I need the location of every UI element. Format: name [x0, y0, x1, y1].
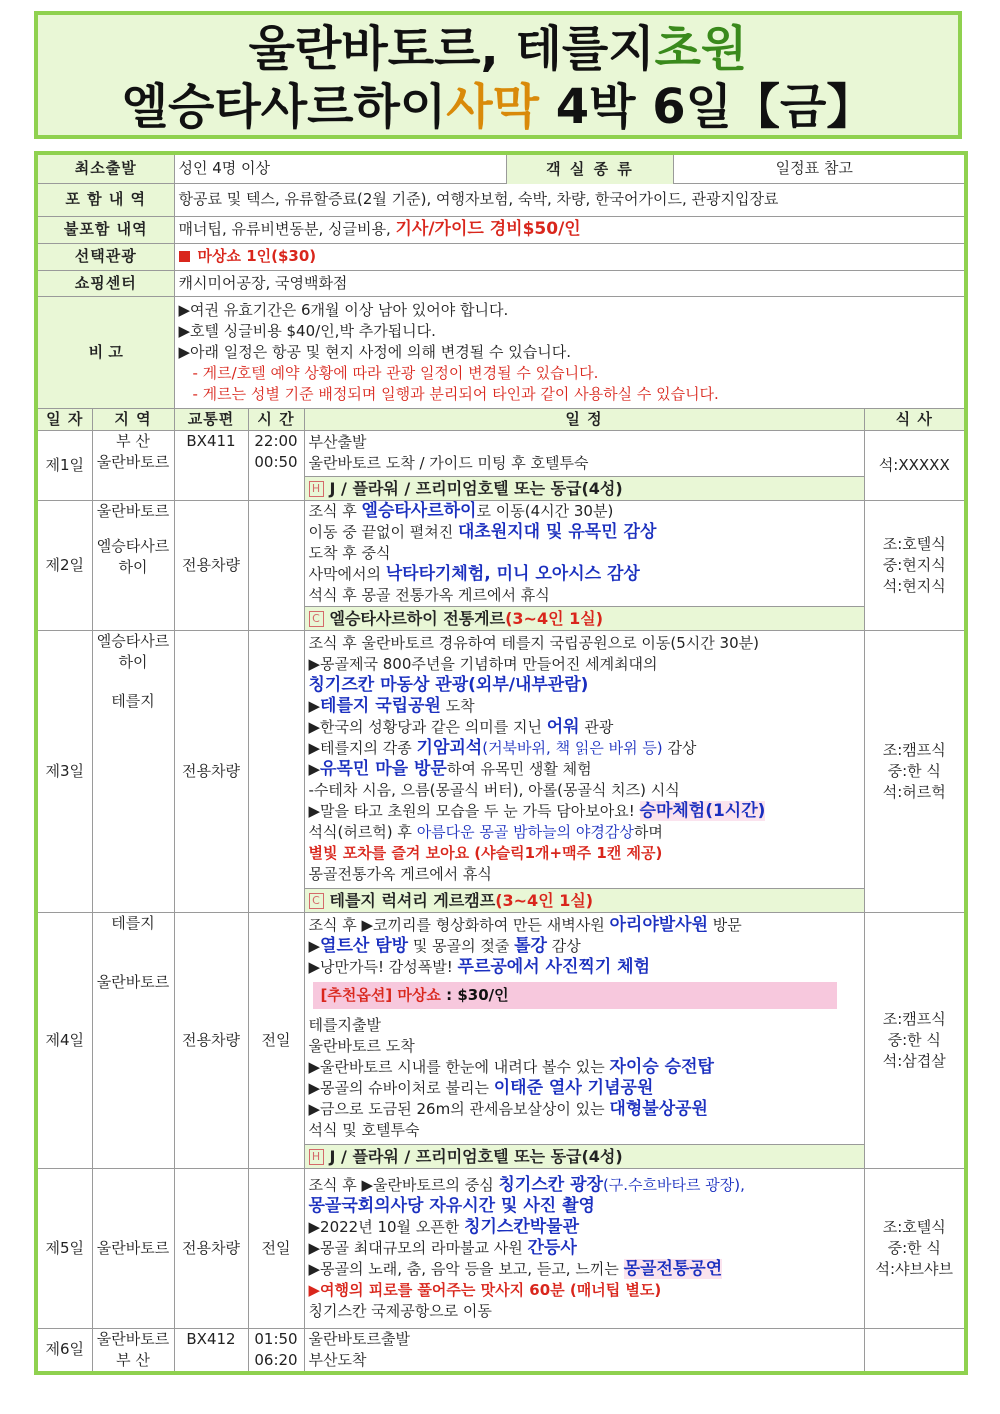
info-row-min	[36, 153, 966, 183]
time-cell: 01:50 06:20	[248, 1328, 304, 1373]
col-header-time: 시 간	[248, 408, 304, 430]
camp-icon: C	[309, 893, 324, 909]
room-type-label: 객 실 종 류	[506, 155, 674, 184]
transport-cell: 전용차량	[174, 1168, 248, 1328]
min-departure-value: 성인 4명 이상	[174, 153, 576, 183]
hotel-icon: H	[309, 1149, 324, 1165]
region-cell: 엘승타사르 하이 테를지	[92, 630, 174, 912]
title-text: 엘승타사르하이	[121, 79, 447, 135]
info-row-option	[36, 243, 966, 270]
note-item-warning: - 게르는 성별 기준 배정되며 일행과 분리되어 타인과 같이 사용하실 수 있습니다.	[192, 384, 719, 403]
title-line-1	[38, 20, 958, 78]
time-cell	[248, 630, 304, 912]
info-row-shopping	[36, 270, 966, 296]
day-row-2	[36, 500, 966, 606]
note-item-warning: - 게르/호텔 예약 상황에 따라 관광 일정이 변경될 수 있습니다.	[192, 363, 599, 382]
meal-cell: 석:XXXXX	[864, 430, 966, 500]
hotel-icon: H	[309, 481, 324, 497]
itinerary-table	[34, 151, 968, 1375]
title-duration: 4박 6일【금】	[539, 79, 875, 135]
col-header-meal: 식 사	[864, 408, 966, 430]
region-cell: 울란바토르 엘승타사르 하이	[92, 500, 174, 630]
schedule-cell: 부산출발 울란바토르 도착 / 가이드 미팅 후 호텔투숙	[304, 430, 864, 476]
included-label: 포 함 내 역	[36, 183, 174, 216]
col-header-day: 일 자	[36, 408, 92, 430]
schedule-header-row	[36, 408, 966, 430]
accommodation: C 엘승타사르하이 전통게르(3~4인 1실)	[304, 606, 864, 630]
transport-cell: 전용차량	[174, 500, 248, 630]
day-row-3	[36, 630, 966, 888]
title-highlight-grassland: 초원	[654, 21, 748, 77]
region-cell: 울란바토르	[92, 1168, 174, 1328]
included-value: 항공료 및 텍스, 유류할증료(2월 기준), 여행자보험, 숙박, 차량, 한국어가이드, 관광지입장료	[174, 183, 966, 216]
meal-cell	[864, 1328, 966, 1373]
region-cell: 테를지 울란바토르	[92, 912, 174, 1168]
title-banner	[34, 11, 962, 139]
notes-label: 비 고	[36, 296, 174, 408]
schedule-cell: 울란바토르출발 부산도착	[304, 1328, 864, 1373]
day-label: 제4일	[36, 912, 92, 1168]
day-label: 제3일	[36, 630, 92, 912]
transport-cell: 전용차량	[174, 912, 248, 1168]
schedule-cell: 조식 후 울란바토르 경유하여 테를지 국립공원으로 이동(5시간 30분) ▶몽골제국 800주년을 기념하며 만들어진 세계최대의 칭기즈칸 마동상 관광(외부/내부관람) ▶테를지 국립공원 도착 ▶한국의 성황당과 같은 의미를 지닌 어워 관광 ▶테를지의 각종 기암괴석(거북바위, 책 읽은 바위 등) 감상 ▶유목민 마을 방문하여 유목민 생활 체험 -수테차 시음, 으름(몽골식 버터), 아롤(몽골식 치즈) 시식 ▶말을 타고 초원의 모습을 두 눈 가득 담아보아요! 승마체험(1시간) 석식(허르헉) 후 아름다운 몽골 밤하늘의 야경감상하며 별빛 포차를 즐겨 보아요 (샤슬릭1개+맥주 1캔 제공) 몽골전통가옥 게르에서 휴식	[304, 630, 864, 888]
shopping-label: 쇼핑센터	[36, 270, 174, 296]
day-row-6	[36, 1328, 966, 1373]
min-departure-label: 최소출발	[36, 153, 174, 183]
guide-fee: 기사/가이드 경비$50/인	[395, 219, 581, 239]
note-item: ▶호텔 싱글비용 $40/인,박 추가됩니다.	[178, 321, 436, 340]
room-type-value: 일정표 참고	[664, 153, 966, 183]
shopping-value: 캐시미어공장, 국영백화점	[174, 270, 966, 296]
day-label: 제5일	[36, 1168, 92, 1328]
meal-cell: 조:캠프식 중:한 식 석:허르헉	[864, 630, 966, 912]
note-item: ▶여권 유효기간은 6개월 이상 남아 있어야 합니다.	[178, 300, 509, 319]
region-cell: 울란바토르 부 산	[92, 1328, 174, 1373]
note-item: ▶아래 일정은 항공 및 현지 사정에 의해 변경될 수 있습니다.	[178, 342, 571, 361]
meal-cell: 조:호텔식 중:한 식 석:샤브샤브	[864, 1168, 966, 1328]
col-header-schedule: 일 정	[304, 408, 864, 430]
accommodation: H J / 플라워 / 프리미엄호텔 또는 동급(4성)	[304, 476, 864, 500]
title-highlight-desert: 사막	[446, 79, 539, 135]
schedule-cell: 조식 후 엘승타사르하이로 이동(4시간 30분) 이동 중 끝없이 펼쳐진 대초원지대 및 유목민 감상 도착 후 중식 사막에서의 낙타타기체험, 미니 오아시스 감상 석식 후 몽골 전통가옥 게르에서 휴식	[304, 500, 864, 606]
day-label: 제2일	[36, 500, 92, 630]
info-row-notes	[36, 296, 966, 408]
region-cell: 부 산 울란바토르	[92, 430, 174, 500]
accommodation: H J / 플라워 / 프리미엄호텔 또는 동급(4성)	[304, 1144, 864, 1168]
meal-cell: 조:호텔식 중:현지식 석:현지식	[864, 500, 966, 630]
day-label: 제1일	[36, 430, 92, 500]
transport-cell: BX411	[174, 430, 248, 500]
time-cell: 전일	[248, 912, 304, 1168]
col-header-transport: 교통편	[174, 408, 248, 430]
day-row-1	[36, 430, 966, 476]
recommended-option-box: [추천옵션] 마상쇼 : $30/인	[313, 982, 837, 1009]
excluded-label: 불포함 내역	[36, 216, 174, 243]
bullet-square-icon	[179, 251, 190, 262]
day-row-4	[36, 912, 966, 1144]
day-row-5	[36, 1168, 966, 1328]
option-tour-label: 선택관광	[36, 243, 174, 270]
transport-cell: 전용차량	[174, 630, 248, 912]
camp-icon: C	[309, 611, 324, 627]
title-text: 울란바토르, 테를지	[248, 21, 655, 77]
accommodation: C 테를지 럭셔리 게르캠프(3~4인 1실)	[304, 888, 864, 912]
info-row-included	[36, 183, 966, 216]
info-row-excluded	[36, 216, 966, 243]
schedule-cell: 조식 후 ▶코끼리를 형상화하여 만든 새벽사원 아리야발사원 방문 ▶열트산 탐방 및 몽골의 젖줄 톨강 감상 ▶낭만가득! 감성폭발! 푸르공에서 사진찍기 체험 [추천옵션] 마상쇼 : $30/인 테를지출발 울란바토르 도착 ▶울란바토르 시내를 한눈에 내려다 볼수 있는 자이승 승전탑 ▶몽골의 슈바이처로 불리는 이태준 열사 기념공원 ▶금으로 도금된 26m의 관세음보살상이 있는 대형불상공원 석식 및 호텔투숙	[304, 912, 864, 1144]
transport-cell: BX412	[174, 1328, 248, 1373]
day-label: 제6일	[36, 1328, 92, 1373]
time-cell: 전일	[248, 1168, 304, 1328]
meal-cell: 조:캠프식 중:한 식 석:삼겹살	[864, 912, 966, 1168]
time-cell: 22:00 00:50	[248, 430, 304, 500]
excluded-value: 매너팁, 유류비변동분, 싱글비용, 기사/가이드 경비$50/인	[174, 216, 966, 243]
notes-value	[174, 296, 966, 408]
title-line-2	[38, 78, 958, 136]
time-cell	[248, 500, 304, 630]
col-header-region: 지 역	[92, 408, 174, 430]
option-tour-value: 마상쇼 1인($30)	[174, 243, 966, 270]
schedule-cell: 조식 후 ▶울란바토르의 중심 칭기스칸 광장(구.수흐바타르 광장), 몽골국회의사당 자유시간 및 사진 촬영 ▶2022년 10월 오픈한 칭기스칸박물관 ▶몽골 최대규모의 라마불교 사원 간등사 ▶몽골의 노래, 춤, 음악 등을 보고, 듣고, 느끼는 몽골전통공연 ▶여행의 피로를 풀어주는 맛사지 60분 (매너팁 별도) 칭기스칸 국제공항으로 이동	[304, 1168, 864, 1328]
